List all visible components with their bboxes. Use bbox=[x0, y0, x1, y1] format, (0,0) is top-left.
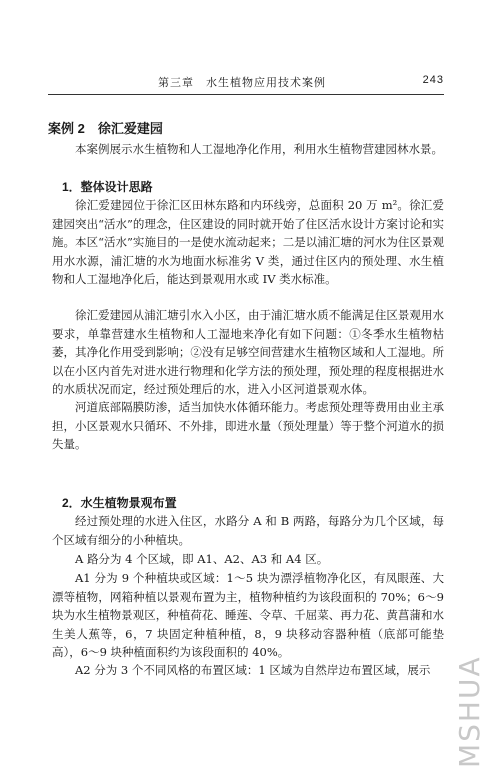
paragraph-1: 徐汇爱建园位于徐汇区田林东路和内环线旁，总面积 20 万 m²。徐汇爱建园突出“活水”的理念，住区建设的同时就开始了住区活水设计方案讨论和实施。本区“活水”实施目的一是使水流动起来；二是以浦汇塘的河水为住区景观用水水源，浦汇塘的水为地面水标准劣 V 类，通过住区内的预处理、水生植物和人工湿地净化后，能达到景观用水或 IV 类水标准。 bbox=[52, 198, 444, 286]
section-heading-landscape: 2．水生植物景观布置 bbox=[62, 496, 177, 510]
paragraph-6: A1 分为 9 个种植块或区域：1～5 块为漂浮植物净化区，有凤眼莲、大漂等植物，网箱种植以景观布置为主，植物种植约为该段面积的 70%；6～9 块为水生植物景观区，种植荷花、睡莲、令草、千屈菜、再力花、黄菖蒲和水生美人蕉等，6，7 块固定种植种植，8，9 块移动容器种植（底部可能垫高），6～9 块种植面积约为该段面积的 40%。 bbox=[52, 571, 444, 659]
paragraph-7: A2 分为 3 个不同风格的布置区域：1 区域为自然岸边布置区域，展示 bbox=[75, 663, 431, 677]
section-heading-design: 1．整体设计思路 bbox=[62, 180, 153, 194]
watermark: MSHUA bbox=[453, 655, 486, 768]
case-title: 案例 2 徐汇爱建园 bbox=[48, 121, 163, 136]
chapter-title: 第三章 水生植物应用技术案例 bbox=[158, 76, 326, 89]
intro-paragraph: 本案例展示水生植物和人工湿地净化作用，利用水生植物营建园林水景。 bbox=[75, 142, 443, 156]
paragraph-3: 河道底部隔膜防渗，适当加快水体循环能力。考虑预处理等费用由业主承担，小区景观水只循环、不外排，即进水量（预处理量）等于整个河道水的损失量。 bbox=[52, 400, 444, 451]
paragraph-5: A 路分为 4 个区域，即 A1、A2、A3 和 A4 区。 bbox=[75, 552, 329, 566]
paragraph-4: 经过预处理的水进入住区，水路分 A 和 B 两路，每路分为几个区域，每个区域有细分的小种植块。 bbox=[52, 514, 444, 547]
header-rule bbox=[48, 94, 444, 95]
running-header bbox=[48, 74, 444, 92]
page-number: 243 bbox=[422, 74, 444, 86]
paragraph-2: 徐汇爱建园从浦汇塘引水入小区，由于浦汇塘水质不能满足住区景观用水要求，单靠营建水生植物和人工湿地来净化有如下问题：①冬季水生植物枯萎，其净化作用受到影响；②没有足够空间营建水生植物区域和人工湿地。所以在小区内首先对进水进行物理和化学方法的预处理，预处理的程度根据进水的水质状况而定，经过预处理后的水，进入小区河道景观水体。 bbox=[52, 308, 444, 396]
